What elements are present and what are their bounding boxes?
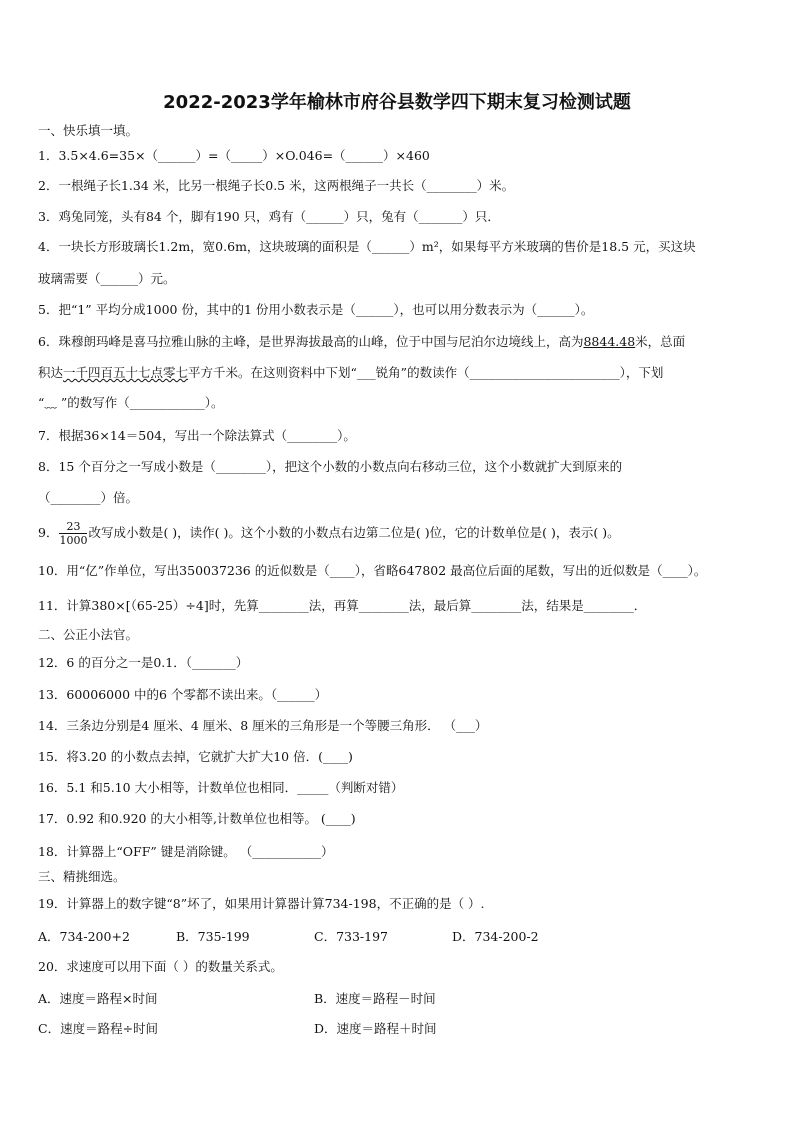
question-9-text: 改写成小数是( )，读作( )。这个小数的小数点右边第二位是( )位，它的计数单位是( )，表示( )。 [88,525,620,540]
question-6-text-b: 米，总面 [635,334,686,349]
question-3: 3．鸡兔同笼，头有84 个，脚有190 只，鸡有（______）只，兔有（_______）只． [38,209,500,224]
question-13: 13．60006000 中的6 个零都不读出来。（______） [38,687,328,702]
question-7: 7．根据36×14＝504，写出一个除法算式（________）。 [38,428,356,443]
question-19-option-d: D．734-200-2 [452,929,539,944]
question-6-text-a: 6．珠穆朗玛峰是喜马拉雅山脉的主峰，是世界海拔最高的山峰，位于中国与尼泊尔边境线上，高为 [38,334,584,349]
question-5: 5．把“1” 平均分成1000 份，其中的1 份用小数表示是（______），也可以用分数表示为（______）。 [38,302,594,317]
question-9-line-2: （________）倍。 [38,490,139,505]
question-9-fraction [59,520,87,547]
question-6-line-1 [38,333,768,351]
fraction-numerator: 23 [59,520,87,534]
question-6-text-d: 平方千米。在这则资料中下划“___锐角”的数读作（________________________），下划 [188,365,664,380]
question-15: 15．将3.20 的小数点去掉，它就扩大扩大10 倍．(____) [38,749,353,764]
question-19: 19．计算器上的数字键“8”坏了，如果用计算器计算734-198，不正确的是（ ）. [38,896,485,911]
question-9-number: 9． [38,525,59,540]
question-12: 12．6 的百分之一是0.1．（_______） [38,655,249,670]
question-6-text-c: 积达 [38,365,64,380]
question-6-line-2 [38,364,768,382]
question-16: 16．5.1 和5.10 大小相等，计数单位也相同．_____（判断对错） [38,780,404,795]
question-9 [38,518,768,548]
question-10: 10．用“亿”作单位，写出350037236 的近似数是（____），省略647802 最高位后面的尾数，写出的近似数是（____）。 [38,563,707,578]
question-20-option-b: B．速度＝路程－时间 [314,991,436,1006]
question-1: 1．3.5×4.6=35×（______）=（_____）×O.046=（______）×460 [38,148,430,163]
question-6-line-3: “﹏ ”的数写作（____________）。 [38,395,224,410]
question-6-height: 8844.48 [583,334,636,349]
question-17: 17．0.92 和0.920 的大小相等,计数单位也相等。 (____) [38,811,356,826]
question-20: 20．求速度可以用下面（ ）的数量关系式。 [38,959,283,974]
page-title: 2022-2023学年榆林市府谷县数学四下期末复习检测试题 [163,92,631,113]
question-19-option-c: C．733-197 [314,929,389,944]
question-18: 18．计算器上“OFF” 键是消除键。 （___________） [38,844,334,859]
question-20-option-d: D．速度＝路程＋时间 [314,1021,437,1036]
question-4-line-2: 玻璃需要（______）元。 [38,271,176,286]
question-4-line-1: 4．一块长方形玻璃长1.2m，宽0.6m，这块玻璃的面积是（______）m²，如果每平方米玻璃的售价是18.5 元，买这块 [38,239,696,254]
question-19-option-a: A．734-200+2 [38,929,130,944]
question-20-option-c: C．速度＝路程÷时间 [38,1021,159,1036]
section-heading-choice: 三、精挑细选。 [38,869,126,884]
question-8-line-1: 8．15 个百分之一写成小数是（________），把这个小数的小数点向右移动三位，这个小数就扩大到原来的 [38,459,623,474]
question-20-option-a: A．速度＝路程×时间 [38,991,158,1006]
question-11: 11．计算380×[（65-25）÷4]时，先算________法，再算________法，最后算________法，结果是________． [38,598,647,613]
fraction-denominator: 1000 [59,534,88,547]
question-19-option-b: B．735-199 [176,929,250,944]
question-2: 2．一根绳子长1.34 米，比另一根绳子长0.5 米，这两根绳子一共长（________）米。 [38,178,515,193]
section-heading-judge: 二、公正小法官。 [38,627,139,642]
section-heading-fill: 一、快乐填一填。 [38,123,139,138]
question-14: 14．三条边分别是4 厘米、4 厘米、8 厘米的三角形是一个等腰三角形． （___） [38,718,488,733]
question-6-area: 一千四百五十七点零七 [63,365,189,380]
